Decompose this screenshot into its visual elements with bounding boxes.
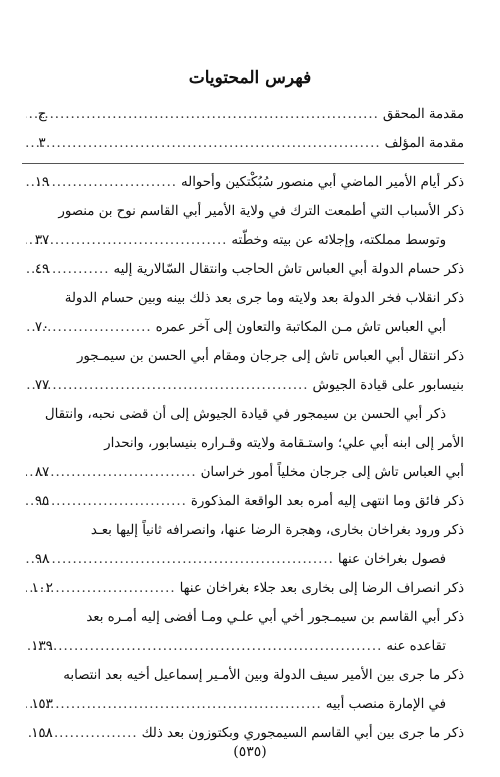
toc-page-number: ١٥٣ — [31, 697, 53, 712]
toc-entry-text: أبي العباس تاش إلى جرجان مخلياً أمور خراسان — [200, 465, 464, 480]
toc-entry-text: ذكر أبي القاسم بن سيمـجور أخي أبي علـي ومـا أفضى إليه أمـره بعد — [86, 610, 464, 625]
toc-page-number: ٩٨ — [34, 552, 50, 567]
toc-entry — [22, 168, 464, 197]
toc-entry — [22, 400, 464, 487]
toc-entry-text: ذكر أيام الأمير الماضي أبي منصور سُبُكْتكين وأحواله — [181, 175, 464, 190]
leader-dots — [26, 100, 379, 129]
toc-entry-text: مقدمة المؤلف — [384, 136, 464, 151]
toc-entry-text: ذكر ما جرى بين أبي القاسم السيمجوري وبكتوزون بعد ذلك — [141, 726, 464, 741]
toc-entry-text: ذكر انقلاب فخر الدولة بعد ولايته وما جرى بعد ذلك بينه وبين حسام الدولة — [64, 291, 464, 306]
leader-dots — [26, 371, 309, 400]
toc-page-number: ١٣٩ — [31, 639, 53, 654]
page-footer-number: (٥٣٥) — [233, 744, 267, 760]
toc-page-number: ٨٧ — [34, 465, 50, 480]
leader-dots — [26, 690, 322, 719]
toc-page-number: ج — [37, 107, 47, 122]
toc-entry-text: ذكر حسام الدولة أبي العباس تاش الحاجب وانتقال السّالارية إليه — [113, 262, 464, 277]
toc-entry-text: ذكر أبي الحسن بن سيمجور في قيادة الجيوش إلى أن قضى نحبه، وانتقال — [44, 407, 446, 422]
toc-entry-text: الأمر إلى ابنه أبي علي؛ واستـقامة ولايته وقـراره بنيسابور، وانحدار — [104, 436, 464, 451]
toc-entry-text: مقدمة المحقق — [382, 107, 464, 122]
toc-entry — [22, 574, 464, 603]
toc-entry-text: ذكر الأسباب التي أطمعت الترك في ولاية الأمير أبي القاسم نوح بن منصور — [58, 204, 464, 219]
leader-dots — [26, 545, 334, 574]
toc-page-number: ١٠٢ — [31, 581, 53, 596]
leader-dots — [26, 129, 381, 158]
toc-entry — [22, 255, 464, 284]
toc-page-number: ١٩ — [34, 175, 50, 190]
toc-entry — [22, 603, 464, 661]
toc-entry — [22, 284, 464, 342]
toc-page-number: ٤٩ — [34, 262, 50, 277]
toc-entry — [22, 100, 464, 129]
toc-entry-text: ذكر ما جرى بين الأمير سيف الدولة وبين الأمـير إسماعيل أخيه بعد انتصابه — [63, 668, 464, 683]
toc-entry-text: بنيسابور على قيادة الجيوش — [312, 378, 464, 393]
toc-page-number: ٣٧ — [34, 233, 50, 248]
toc-entry — [22, 129, 464, 158]
toc-page-number: ٣ — [38, 136, 46, 151]
toc-entry-text: ذكر ورود بغراخان بخارى، وهجرة الرضا عنها، وانصرافه ثانياً إليها بعـد — [90, 523, 464, 538]
toc-entry — [22, 661, 464, 719]
divider — [22, 163, 464, 164]
toc-entry-text: فصول بغراخان عنها — [337, 552, 446, 567]
toc-page-number: ٧٠ — [34, 320, 50, 335]
toc-entry — [22, 487, 464, 516]
toc-entry — [22, 197, 464, 255]
toc-list — [22, 100, 464, 748]
toc-entry-text: ذكر انتقال أبي العباس تاش إلى جرجان ومقام أبي الحسن بن سيمـجور — [76, 349, 464, 364]
toc-entry-text: ذكر فائق وما انتهى إليه أمره بعد الواقعة المذكورة — [190, 494, 464, 509]
toc-entry — [22, 342, 464, 400]
page-title: فهرس المحتويات — [188, 68, 312, 88]
toc-page-number: ٧٧ — [34, 378, 50, 393]
toc-entry-text: أبي العباس تاش مـن المكاتبة والتعاون إلى آخر عمره — [155, 320, 446, 335]
leader-dots — [26, 632, 382, 661]
toc-entry — [22, 516, 464, 574]
toc-entry-text: تقاعده عنه — [386, 639, 446, 654]
toc-entry-text: في الإمارة منصب أبيه — [325, 697, 446, 712]
toc-page-number: ١٥٨ — [31, 726, 53, 741]
toc-page-number: ٩٥ — [34, 494, 50, 509]
toc-entry-text: وتوسط مملكته، وإجلائه عن بيته وخطّته — [231, 233, 446, 248]
toc-entry-text: ذكر انصراف الرضا إلى بخارى بعد جلاء بغراخان عنها — [179, 581, 464, 596]
